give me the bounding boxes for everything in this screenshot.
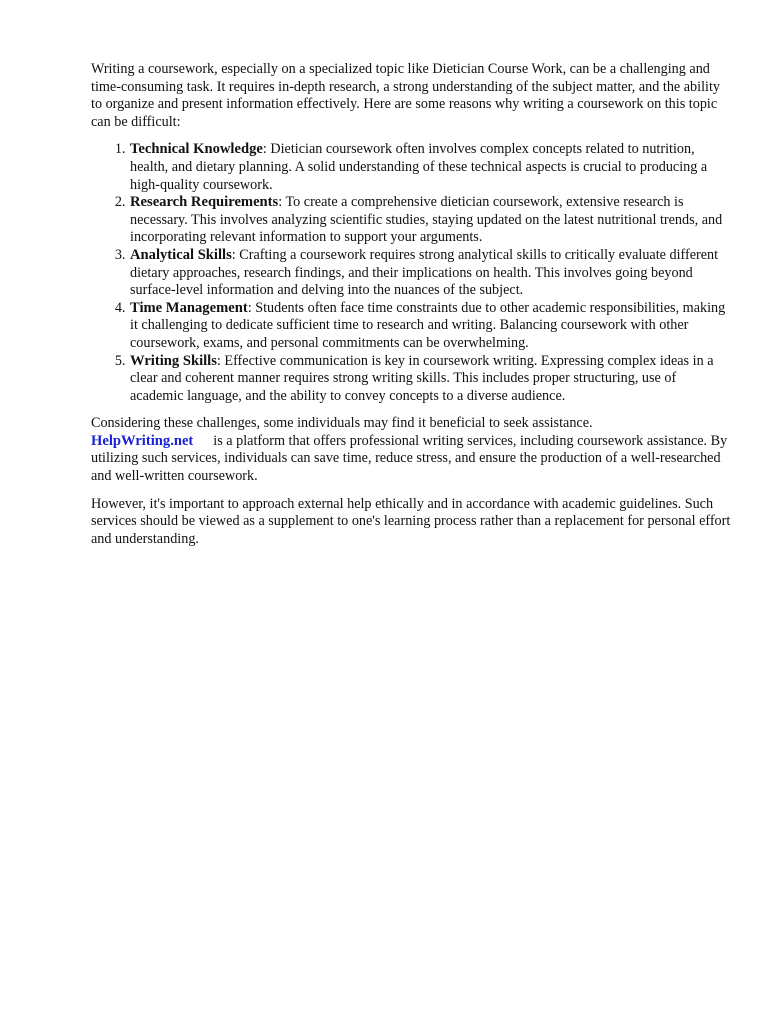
list-item bbox=[129, 353, 731, 406]
assistance-rest: is a platform that offers professional writing services, including coursework assistance. By utilizing such services, individuals can save time, reduce stress, and ensure the production of a well-researched and well-written coursework. bbox=[91, 432, 728, 485]
item-text: Students often face time constraints due to other academic responsibilities, making it challenging to dedicate sufficient time to research and writing. Balancing coursework with other coursework, exams, and personal commitments can be overwhelming. bbox=[130, 299, 726, 351]
assistance-paragraph bbox=[91, 415, 731, 485]
item-text: Crafting a coursework requires strong analytical skills to critically evaluate different dietary approaches, research findings, and their implications on health. This involves going beyond surface-level information and delving into the nuances of the subject. bbox=[130, 246, 719, 299]
item-text: Effective communication is key in coursework writing. Expressing complex ideas in a clear and coherent manner requires strong writing skills. This includes proper structuring, use of academic language, and the ability to convey concepts to a diverse audience. bbox=[130, 352, 714, 404]
item-separator: : bbox=[231, 246, 236, 263]
item-term: Time Management bbox=[130, 299, 248, 316]
item-separator: : bbox=[247, 299, 252, 316]
intro-paragraph: Writing a coursework, especially on a specialized topic like Dietician Course Work, can be a challenging and time-consuming task. It requires in-depth research, a strong understanding of the subject matter, and the ability to organize and present information effectively. Here are some reasons why writing a coursework on this topic can be difficult: bbox=[91, 61, 721, 130]
item-term: Technical Knowledge bbox=[130, 141, 263, 158]
document-page bbox=[91, 61, 731, 548]
list-item bbox=[129, 194, 731, 247]
list-item bbox=[129, 141, 731, 194]
list-item bbox=[129, 247, 731, 300]
item-separator: : bbox=[278, 194, 283, 211]
ethics-paragraph: However, it's important to approach external help ethically and in accordance with academic guidelines. Such services should be viewed as a supplement to one's learning process rather than a replacement for personal effort and understanding. bbox=[91, 495, 731, 547]
item-term: Writing Skills bbox=[130, 352, 217, 369]
item-term: Research Requirements bbox=[130, 194, 279, 211]
list-item bbox=[129, 300, 731, 353]
assistance-lead: Considering these challenges, some individuals may find it beneficial to seek assistance. bbox=[91, 415, 593, 432]
item-separator: : bbox=[216, 352, 221, 369]
difficulty-list bbox=[91, 141, 731, 405]
helpwriting-link[interactable]: HelpWriting.net bbox=[91, 432, 194, 449]
item-term: Analytical Skills bbox=[130, 246, 232, 263]
item-separator: : bbox=[262, 141, 267, 158]
item-text: Dietician coursework often involves complex concepts related to nutrition, health, and dietary planning. A solid understanding of these technical aspects is crucial to producing a high-quality coursework. bbox=[130, 141, 708, 193]
item-text: To create a comprehensive dietician coursework, extensive research is necessary. This involves analyzing scientific studies, staying updated on the latest nutritional trends, and incorporating relevant information to support your arguments. bbox=[130, 194, 723, 246]
